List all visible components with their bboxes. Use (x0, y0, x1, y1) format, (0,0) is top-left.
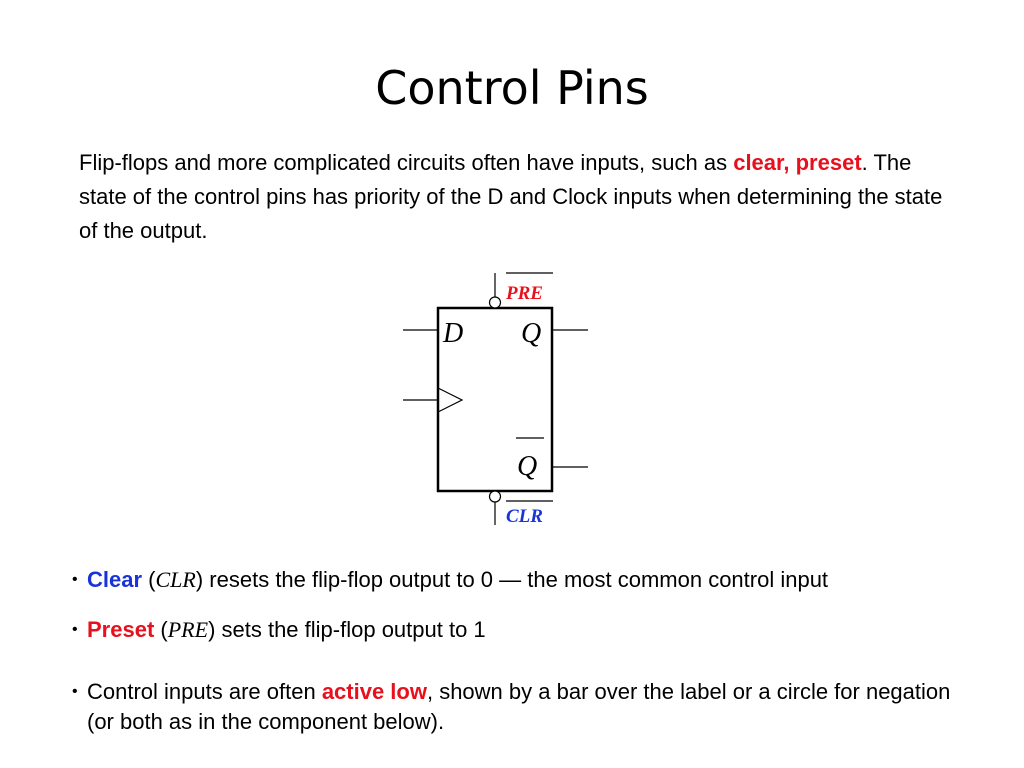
pin-q-label: Q (521, 318, 542, 349)
active-low-prefix: Control inputs are often (87, 679, 322, 704)
bullet-active-low (72, 677, 972, 737)
intro-text-3: . The state of the control pins has priority of the D and Clock inputs when determining the state of the output. (79, 150, 943, 243)
intro-text-1: Flip-flops and more complicated circuits often have inputs, such as (79, 150, 734, 175)
bullet-dot: • (72, 571, 78, 588)
intro-preset-keyword: preset (795, 150, 862, 175)
bullet-preset (72, 615, 972, 645)
clear-description: ) resets the flip-flop output to 0 — the most common control input (195, 567, 829, 592)
intro-clear-keyword: clear, (733, 150, 790, 175)
active-low-description: , shown by a bar over the label or a circle for negation (or both as in the component below). (87, 679, 951, 734)
clear-abbrev: CLR (155, 567, 196, 592)
pin-qbar-label: Q (517, 451, 538, 482)
clear-keyword: Clear (87, 567, 143, 592)
clr-negation-bubble (490, 491, 501, 502)
pin-clr-label: CLR (506, 506, 543, 527)
preset-keyword: Preset (87, 617, 155, 642)
bullet-dot: • (72, 621, 78, 638)
slide-title: Control Pins (375, 61, 649, 115)
preset-open-paren: ( (154, 617, 168, 642)
bullet-dot: • (72, 683, 78, 700)
bullet-clear (72, 565, 972, 595)
preset-abbrev: PRE (167, 617, 209, 642)
preset-description: ) sets the flip-flop output to 1 (208, 617, 486, 642)
clock-triangle (438, 388, 462, 412)
pin-pre-label: PRE (506, 283, 543, 304)
active-low-keyword: active low (321, 679, 427, 704)
pin-d-label: D (443, 318, 464, 349)
clear-open-paren: ( (142, 567, 156, 592)
pre-negation-bubble (490, 297, 501, 308)
